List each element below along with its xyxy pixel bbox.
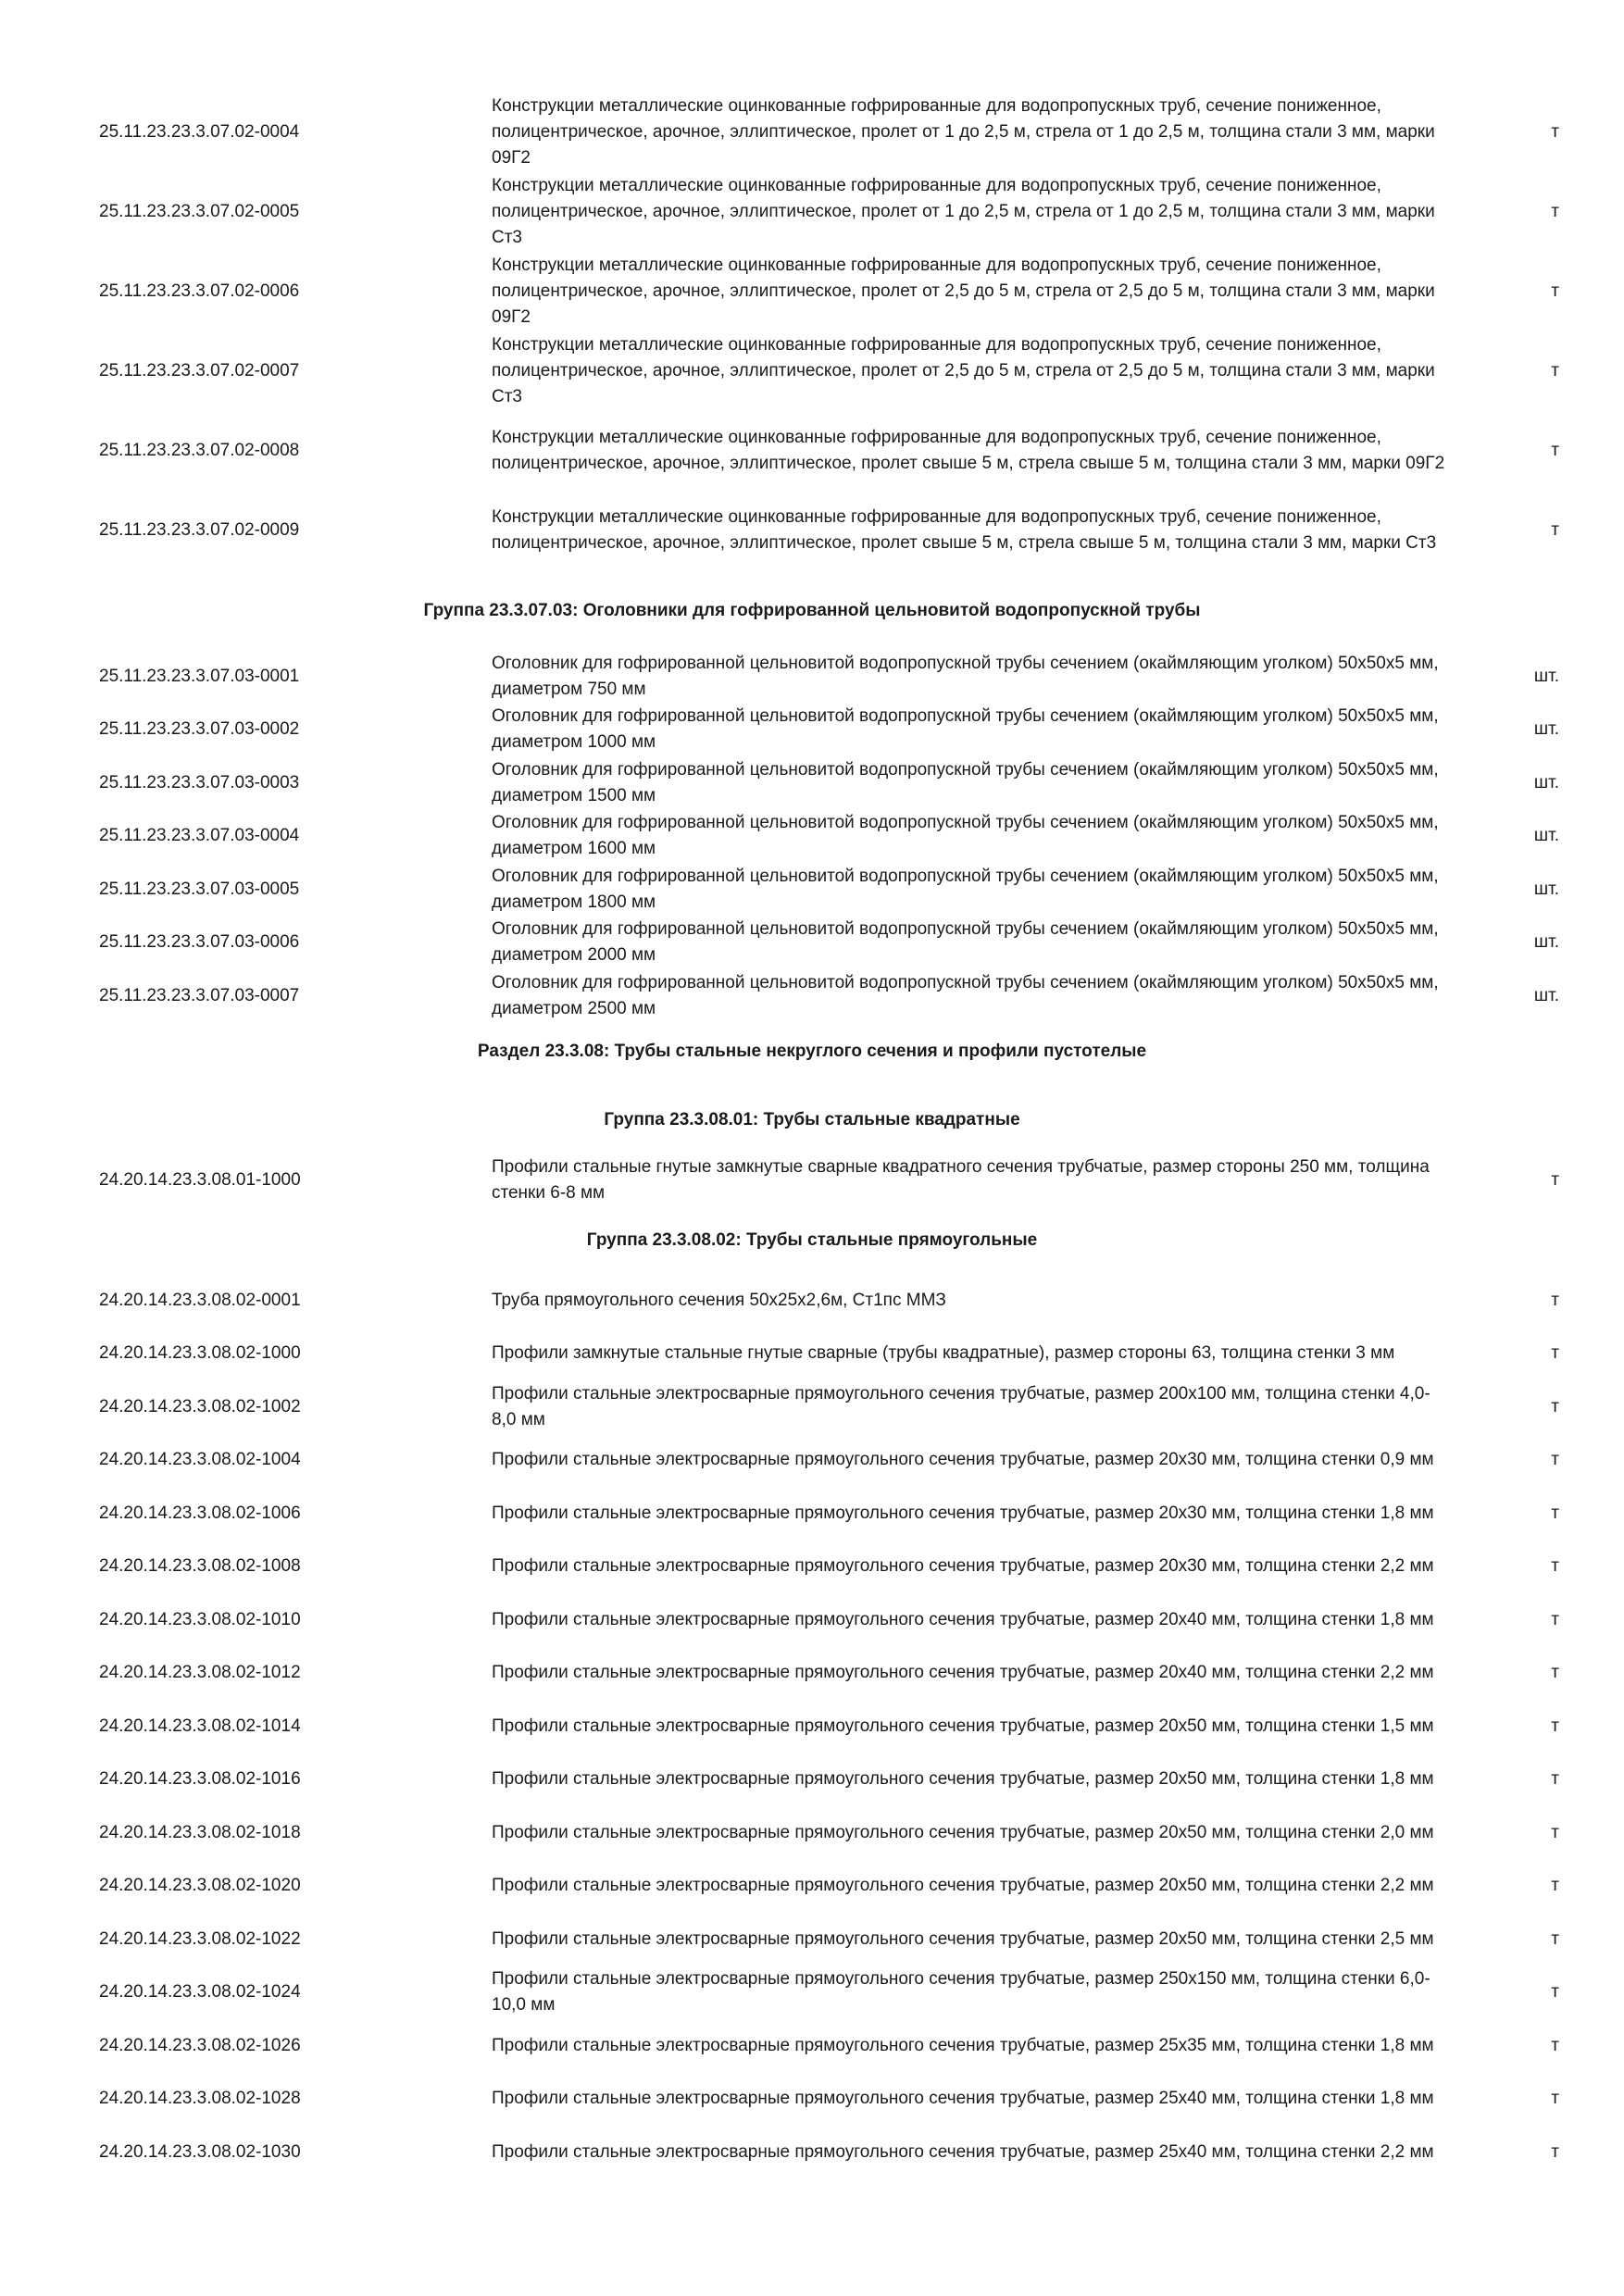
table-row [0,917,1624,970]
table-row [0,1487,1624,1541]
item-description: Профили стальные электросварные прямоугольного сечения трубчатые, размер 20х50 мм, толщина стенки 1,8 мм [492,1769,1434,1790]
item-description: Оголовник для гофрированной цельновитой водопропускной трубы сечением (окаймляющим уголком) 50х50х5 мм, диаметром 2500 мм [492,972,1439,1018]
item-code: 24.20.14.23.3.08.02-1026 [99,2035,301,2055]
item-unit: т [1551,2035,1559,2055]
item-description: Конструкции металлические оцинкованные гофрированные для водопропускных труб, сечение пониженное, полицентрическое, арочное, эллиптическое, пролет свыше 5 м, стрела свыше 5 м, толщина стали 3 мм, марки 09Г2 [492,428,1445,473]
item-code: 25.11.23.23.3.07.03-0006 [99,932,300,953]
item-unit: т [1551,281,1559,301]
item-description: Профили стальные электросварные прямоугольного сечения трубчатые, размер 20х40 мм, толщина стенки 1,8 мм [492,1609,1434,1629]
table-row [0,1966,1624,2020]
item-code: 24.20.14.23.3.08.02-1000 [99,1343,301,1364]
table-row [0,1806,1624,1860]
item-code: 24.20.14.23.3.08.02-1004 [99,1450,301,1470]
item-unit: т [1551,122,1559,142]
item-unit: т [1551,1982,1559,2003]
item-code: 25.11.23.23.3.07.02-0007 [99,361,300,381]
item-description: Профили замкнутые стальные гнутые сварные (трубы квадратные), размер стороны 63, толщина стенки 3 мм [492,1343,1395,1364]
table-row [0,1593,1624,1647]
item-unit: т [1551,2141,1559,2162]
table-row [0,1753,1624,1807]
item-description: Профили стальные электросварные прямоугольного сечения трубчатые, размер 20х50 мм, толщина стенки 1,5 мм [492,1716,1434,1736]
item-description: Конструкции металлические оцинкованные гофрированные для водопропускных труб, сечение пониженное, полицентрическое, арочное, эллиптическое, пролет свыше 5 м, стрела свыше 5 м, толщина стали 3 мм, марки Ст3 [492,507,1437,553]
item-code: 24.20.14.23.3.08.02-1018 [99,1822,301,1842]
item-unit: т [1551,1609,1559,1629]
item-unit: т [1551,1769,1559,1790]
item-description: Конструкции металлические оцинкованные гофрированные для водопропускных труб, сечение пониженное, полицентрическое, арочное, эллиптическое, пролет от 1 до 2,5 м, стрела от 1 до 2,5 м, толщина стали 3 мм, марки Ст3 [492,176,1435,247]
item-code: 24.20.14.23.3.08.02-1020 [99,1876,301,1896]
item-unit: т [1551,441,1559,460]
section-heading: Группа 23.3.08.02: Трубы стальные прямоугольные [586,1230,1038,1250]
item-code: 25.11.23.23.3.07.02-0004 [99,122,300,142]
item-description: Профили стальные электросварные прямоугольного сечения трубчатые, размер 250х150 мм, толщина стенки 6,0-10,0 мм [492,1969,1430,2015]
table-row [0,2019,1624,2073]
item-unit: шт. [1533,666,1559,686]
item-description: Оголовник для гофрированной цельновитой водопропускной трубы сечением (окаймляющим уголком) 50х50х5 мм, диаметром 1000 мм [492,706,1439,753]
table-row [0,1700,1624,1753]
item-code: 25.11.23.23.3.07.03-0007 [99,985,300,1005]
item-description: Профили стальные электросварные прямоугольного сечения трубчатые, размер 20х30 мм, толщина стенки 0,9 мм [492,1450,1434,1470]
item-description: Профили стальные электросварные прямоугольного сечения трубчатые, размер 25х40 мм, толщина стенки 2,2 мм [492,2141,1434,2162]
item-code: 24.20.14.23.3.08.02-1016 [99,1769,301,1790]
item-code: 24.20.14.23.3.08.01-1000 [99,1170,301,1190]
section-heading: Группа 23.3.07.03: Оголовники для гофрированной цельновитой водопропускной трубы [423,601,1201,620]
item-code: 24.20.14.23.3.08.02-1008 [99,1556,301,1577]
table-row [0,1152,1624,1209]
item-description: Конструкции металлические оцинкованные гофрированные для водопропускных труб, сечение пониженное, полицентрическое, арочное, эллиптическое, пролет от 2,5 до 5 м, стрела от 2,5 до 5 м, толщина стали 3 мм, марки Ст3 [492,335,1435,406]
table-row [0,491,1624,570]
item-code: 25.11.23.23.3.07.03-0003 [99,772,300,792]
item-code: 24.20.14.23.3.08.02-1030 [99,2141,301,2162]
item-code: 25.11.23.23.3.07.03-0005 [99,879,300,899]
item-code: 24.20.14.23.3.08.02-1002 [99,1396,301,1416]
item-description: Профили стальные электросварные прямоугольного сечения трубчатые, размер 200х100 мм, толщина стенки 4,0-8,0 мм [492,1383,1430,1429]
item-code: 24.20.14.23.3.08.02-1028 [99,2089,301,2109]
item-description: Оголовник для гофрированной цельновитой водопропускной трубы сечением (окаймляющим уголком) 50х50х5 мм, диаметром 1600 мм [492,813,1439,859]
item-description: Оголовник для гофрированной цельновитой водопропускной трубы сечением (окаймляющим уголком) 50х50х5 мм, диаметром 1500 мм [492,759,1439,805]
item-description: Профили стальные электросварные прямоугольного сечения трубчатые, размер 20х50 мм, толщина стенки 2,2 мм [492,1876,1434,1896]
item-description: Конструкции металлические оцинкованные гофрированные для водопропускных труб, сечение пониженное, полицентрическое, арочное, эллиптическое, пролет от 1 до 2,5 м, стрела от 1 до 2,5 м, толщина стали 3 мм, марки 09Г2 [492,96,1435,168]
table-row [0,1380,1624,1434]
item-unit: т [1551,1170,1559,1190]
item-description: Профили стальные электросварные прямоугольного сечения трубчатые, размер 20х40 мм, толщина стенки 2,2 мм [492,1663,1434,1683]
table-row [0,2126,1624,2179]
table-row [0,1328,1624,1381]
item-description: Оголовник для гофрированной цельновитой водопропускной трубы сечением (окаймляющим уголком) 50х50х5 мм, диаметром 2000 мм [492,919,1439,966]
table-row [0,1860,1624,1914]
item-code: 25.11.23.23.3.07.03-0004 [99,826,300,846]
item-unit: т [1551,361,1559,381]
table-row [0,810,1624,864]
item-code: 24.20.14.23.3.08.02-1012 [99,1663,301,1683]
item-description: Профили стальные гнутые замкнутые сварные квадратного сечения трубчатые, размер стороны 250 мм, толщина стенки 6-8 мм [492,1157,1430,1203]
item-unit: шт. [1533,932,1559,953]
item-code: 24.20.14.23.3.08.02-1014 [99,1716,301,1736]
item-code: 24.20.14.23.3.08.02-1024 [99,1982,301,2003]
table-row [0,93,1624,172]
item-code: 25.11.23.23.3.07.02-0009 [99,520,300,540]
item-description: Профили стальные электросварные прямоугольного сечения трубчатые, размер 25х40 мм, толщина стенки 1,8 мм [492,2089,1434,2109]
item-description: Профили стальные электросварные прямоугольного сечения трубчатые, размер 20х30 мм, толщина стенки 1,8 мм [492,1503,1434,1523]
table-row [0,969,1624,1023]
table-row [0,1541,1624,1594]
item-description: Труба прямоугольного сечения 50х25х2,6м, Ст1пс ММЗ [492,1290,946,1310]
item-unit: т [1551,1450,1559,1470]
item-unit: т [1551,1928,1559,1949]
table-row [0,756,1624,810]
item-unit: т [1551,1876,1559,1896]
item-code: 25.11.23.23.3.07.03-0002 [99,719,300,740]
table-row [0,411,1624,491]
item-description: Конструкции металлические оцинкованные гофрированные для водопропускных труб, сечение пониженное, полицентрическое, арочное, эллиптическое, пролет от 2,5 до 5 м, стрела от 2,5 до 5 м, толщина стали 3 мм, марки 09Г2 [492,256,1435,327]
item-unit: шт. [1533,879,1559,899]
item-unit: т [1551,1822,1559,1842]
item-description: Профили стальные электросварные прямоугольного сечения трубчатые, размер 20х50 мм, толщина стенки 2,5 мм [492,1928,1434,1949]
table-row [0,252,1624,331]
item-unit: т [1551,1716,1559,1736]
item-unit: шт. [1533,772,1559,792]
table-row [0,704,1624,757]
item-description: Профили стальные электросварные прямоугольного сечения трубчатые, размер 20х30 мм, толщина стенки 2,2 мм [492,1556,1434,1577]
item-unit: т [1551,1343,1559,1364]
table-row [0,1647,1624,1701]
item-unit: шт. [1533,719,1559,740]
item-description: Профили стальные электросварные прямоугольного сечения трубчатые, размер 25х35 мм, толщина стенки 1,8 мм [492,2035,1434,2055]
table-row [0,650,1624,704]
item-code: 24.20.14.23.3.08.02-1022 [99,1928,301,1949]
item-unit: т [1551,1396,1559,1416]
item-unit: шт. [1533,985,1559,1005]
table-row [0,863,1624,917]
item-code: 24.20.14.23.3.08.02-0001 [99,1290,301,1310]
item-unit: т [1551,1503,1559,1523]
table-row [0,2073,1624,2127]
item-description: Оголовник для гофрированной цельновитой водопропускной трубы сечением (окаймляющим уголком) 50х50х5 мм, диаметром 750 мм [492,653,1439,699]
item-unit: т [1551,1290,1559,1310]
table-row [0,331,1624,411]
item-code: 25.11.23.23.3.07.02-0006 [99,281,300,301]
item-unit: т [1551,202,1559,221]
item-code: 25.11.23.23.3.07.03-0001 [99,666,300,686]
section-heading: Группа 23.3.08.01: Трубы стальные квадратные [604,1110,1020,1129]
section-heading: Раздел 23.3.08: Трубы стальные некруглого сечения и профили пустотелые [477,1042,1147,1061]
item-unit: т [1551,1556,1559,1577]
table-row [0,1913,1624,1966]
item-code: 24.20.14.23.3.08.02-1006 [99,1503,301,1523]
item-unit: шт. [1533,826,1559,846]
item-description: Оголовник для гофрированной цельновитой водопропускной трубы сечением (окаймляющим уголком) 50х50х5 мм, диаметром 1800 мм [492,866,1439,912]
item-code: 24.20.14.23.3.08.02-1010 [99,1609,301,1629]
item-unit: т [1551,2089,1559,2109]
table-row [0,1434,1624,1488]
table-row [0,172,1624,252]
item-code: 25.11.23.23.3.07.02-0008 [99,441,300,460]
item-unit: т [1551,520,1559,540]
table-row [0,1274,1624,1328]
item-description: Профили стальные электросварные прямоугольного сечения трубчатые, размер 20х50 мм, толщина стенки 2,0 мм [492,1822,1434,1842]
item-code: 25.11.23.23.3.07.02-0005 [99,202,300,221]
item-unit: т [1551,1663,1559,1683]
